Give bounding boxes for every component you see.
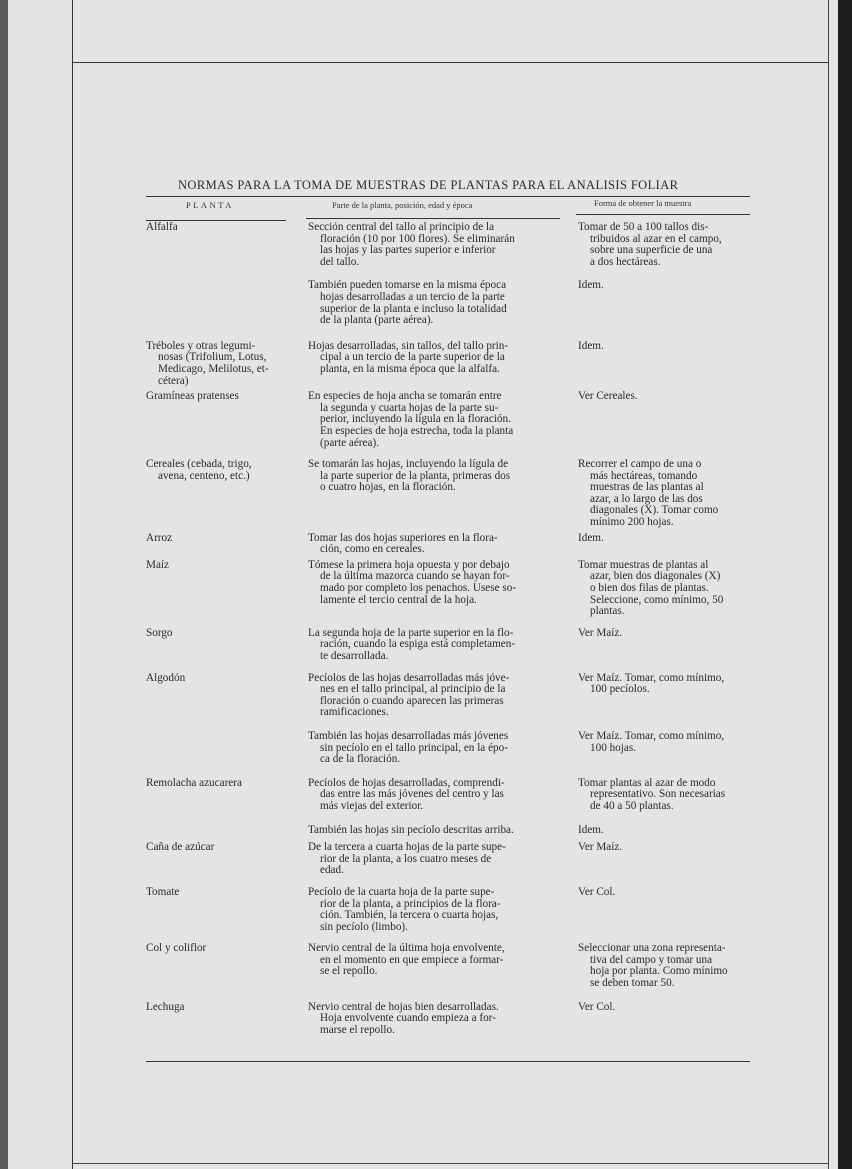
part-cell-line: Nervio central de hojas bien desarrolladas. — [308, 1000, 499, 1013]
form-cell — [571, 341, 758, 387]
form-cell-line: hoja por planta. Como mínimo — [590, 965, 728, 978]
form-cell-line: más hectáreas, tomando — [590, 469, 698, 482]
plant-cell-line: Caña de azúcar — [146, 841, 215, 854]
part-cell-line: En especies de hoja ancha se tomarán entre — [308, 390, 502, 403]
form-cell-line: Ver Maíz. Tomar, como mínimo, — [578, 729, 725, 742]
plant-cell — [146, 222, 306, 268]
part-cell — [306, 887, 571, 933]
form-cell-line: Ver Maíz. — [578, 626, 623, 639]
form-cell-line: Seleccionar una zona representa- — [578, 942, 726, 955]
part-cell-line: en el momento en que empiece a formar- — [320, 953, 504, 966]
form-cell-line: Recorrer el campo de una o — [578, 458, 702, 471]
plant-cell — [146, 943, 306, 989]
plant-cell — [146, 560, 306, 618]
plant-cell — [146, 778, 306, 813]
table-row — [146, 222, 756, 268]
form-cell — [571, 222, 758, 268]
form-cell-line: azar, bien dos diagonales (X) — [590, 570, 721, 583]
part-cell-line: de la última mazorca cuando se hayan for- — [320, 570, 510, 583]
form-cell — [571, 731, 758, 766]
part-cell-line: sin pecíolo en el tallo principal, en la épo- — [320, 741, 508, 754]
part-cell-line: o cuatro hojas, en la floración. — [320, 481, 456, 494]
table-row — [146, 842, 756, 877]
plant-cell — [146, 459, 306, 529]
form-cell-line: Idem. — [578, 279, 604, 292]
form-cell-line: Tomar de 50 a 100 tallos dis- — [578, 221, 709, 233]
plant-cell — [146, 391, 306, 449]
part-cell-line: También las hojas sin pecíolo descritas arriba. — [308, 823, 514, 836]
part-cell-line: nes en el tallo principal, al principio de la — [320, 683, 506, 696]
plant-cell-line: Lechuga — [146, 1000, 185, 1013]
part-cell-line: superior de la planta e incluso la totalidad — [320, 302, 507, 315]
form-cell — [571, 842, 758, 877]
table-row — [146, 825, 756, 837]
table-row — [146, 731, 756, 766]
part-cell-line: ración, cuando la espiga está completamen- — [320, 638, 516, 651]
plant-cell — [146, 1002, 306, 1037]
title-rule — [146, 196, 750, 197]
part-cell-line: hojas desarrolladas a un tercio de la parte — [320, 290, 505, 303]
form-cell-line: Ver Maíz. Tomar, como mínimo, — [578, 671, 725, 684]
form-cell-line: Seleccione, como mínimo, 50 — [590, 593, 724, 606]
plant-cell — [146, 280, 306, 326]
plant-cell-line: Gramíneas pratenses — [146, 390, 239, 403]
plant-cell-line: cétera) — [158, 374, 189, 387]
plant-cell — [146, 887, 306, 933]
part-cell-line: las hojas y las partes superior e inferior — [320, 244, 496, 257]
part-cell — [306, 943, 571, 989]
page-border-left — [72, 0, 73, 1169]
plant-cell-line: Col y coliflor — [146, 942, 207, 955]
form-cell-line: 100 pecíolos. — [590, 683, 650, 696]
part-cell-line: (parte aérea). — [320, 436, 379, 449]
part-cell-line: te desarrollada. — [320, 650, 389, 662]
form-cell-line: sobre una superficie de una — [590, 244, 713, 257]
table-row — [146, 887, 756, 933]
part-cell-line: del tallo. — [320, 255, 360, 268]
part-cell-line: ción. También, la tercera o cuarta hojas, — [320, 909, 499, 922]
table-row — [146, 280, 756, 326]
form-cell-line: Idem. — [578, 531, 604, 544]
part-cell-line: De la tercera a cuarta hojas de la parte supe- — [308, 841, 506, 854]
form-cell-line: muestras de las plantas al — [590, 481, 704, 494]
form-cell-line: mínimo 200 hojas. — [590, 516, 674, 529]
part-cell-line: rior de la planta, a principios de la flora- — [320, 897, 501, 910]
part-cell-line: mado por completo los penachos. Usese so- — [320, 582, 517, 595]
part-cell-line: perior, incluyendo la lígula en la floración. — [320, 413, 511, 426]
form-cell — [571, 391, 758, 449]
part-cell-line: Nervio central de la última hoja envolvente, — [308, 942, 505, 955]
scan-edge-right — [838, 0, 852, 1169]
plant-cell-line: avena, centeno, etc.) — [158, 469, 250, 482]
part-cell — [306, 280, 571, 326]
plant-cell-line: Sorgo — [146, 626, 173, 639]
form-cell — [571, 825, 758, 837]
part-cell — [306, 459, 571, 529]
part-cell — [306, 533, 571, 556]
form-cell-line: diagonales (X). Tomar como — [590, 504, 719, 517]
part-cell-line: de la planta (parte aérea). — [320, 314, 434, 327]
form-cell — [571, 628, 758, 663]
form-cell-line: Ver Col. — [578, 885, 616, 898]
table-row — [146, 1002, 756, 1037]
part-cell-line: Pecíolos de las hojas desarrolladas más jóve- — [308, 671, 510, 684]
part-cell-line: edad. — [320, 864, 344, 877]
table-row — [146, 341, 756, 387]
form-cell-line: Tomar muestras de plantas al — [578, 558, 709, 571]
part-cell-line: También las hojas desarrolladas más jóvenes — [308, 729, 509, 742]
form-cell-line: Ver Cereales. — [578, 390, 638, 403]
part-cell — [306, 842, 571, 877]
part-cell-line: Pecíolos de hojas desarrolladas, comprendi- — [308, 776, 505, 789]
table-row — [146, 628, 756, 663]
part-cell-line: También pueden tomarse en la misma época — [308, 279, 507, 292]
plant-cell-line: Maíz — [146, 558, 169, 571]
table-row — [146, 459, 756, 529]
form-cell-line: representativo. Son necesarias — [590, 788, 726, 801]
plant-cell — [146, 628, 306, 663]
form-cell-line: se deben tomar 50. — [590, 977, 675, 990]
form-cell-line: Idem. — [578, 339, 604, 352]
form-cell — [571, 887, 758, 933]
form-cell-line: Idem. — [578, 823, 604, 836]
plant-cell-line: Alfalfa — [146, 221, 178, 233]
part-cell — [306, 731, 571, 766]
plant-cell-line: Tomate — [146, 885, 180, 898]
part-cell-line: ramificaciones. — [320, 706, 389, 719]
page-border-top — [72, 62, 828, 63]
part-cell — [306, 391, 571, 449]
part-cell-line: Hoja envolvente cuando empieza a for- — [320, 1012, 496, 1025]
column-header-plant: PLANTA — [186, 200, 234, 210]
part-cell-line: Tomar las dos hojas superiores en la flora- — [308, 531, 498, 544]
part-cell — [306, 825, 571, 837]
form-cell — [571, 459, 758, 529]
part-cell — [306, 341, 571, 387]
table-row — [146, 943, 756, 989]
part-cell-line: sin pecíolo (limbo). — [320, 920, 408, 933]
plant-cell — [146, 825, 306, 837]
part-cell-line: se el repollo. — [320, 965, 378, 978]
form-cell — [571, 778, 758, 813]
form-cell — [571, 560, 758, 618]
part-cell — [306, 222, 571, 268]
document-title: NORMAS PARA LA TOMA DE MUESTRAS DE PLANTAS PARA EL ANALISIS FOLIAR — [178, 178, 679, 192]
column-header-form: Forma de obtener la muestra — [594, 198, 692, 208]
form-cell — [571, 673, 758, 719]
header-rule-part — [306, 218, 560, 219]
table-row — [146, 673, 756, 719]
part-cell-line: Tómese la primera hoja opuesta y por debajo — [308, 558, 510, 571]
table-bottom-rule — [146, 1061, 750, 1062]
part-cell-line: En especies de hoja estrecha, toda la planta — [320, 424, 514, 437]
part-cell-line: Hojas desarrolladas, sin tallos, del tallo prin- — [308, 339, 509, 352]
part-cell — [306, 628, 571, 663]
part-cell-line: la parte superior de la planta, primeras dos — [320, 469, 511, 482]
part-cell — [306, 560, 571, 618]
plant-cell-line: Medicago, Melilotus, et- — [158, 362, 269, 375]
part-cell-line: Se tomarán las hojas, incluyendo la lígula de — [308, 458, 509, 471]
plant-cell-line: Remolacha azucarera — [146, 776, 242, 789]
sampling-table — [146, 222, 756, 1036]
part-cell-line: rior de la planta, a los cuatro meses de — [320, 852, 492, 865]
form-cell-line: plantas. — [590, 605, 625, 618]
plant-cell — [146, 533, 306, 556]
table-row — [146, 391, 756, 449]
plant-cell — [146, 673, 306, 719]
part-cell-line: planta, en la misma época que la alfalfa. — [320, 362, 500, 375]
form-cell — [571, 280, 758, 326]
form-cell-line: Ver Col. — [578, 1000, 616, 1013]
part-cell-line: floración (10 por 100 flores). Se eliminarán — [320, 232, 515, 245]
part-cell — [306, 1002, 571, 1037]
part-cell-line: ción, como en cereales. — [320, 543, 425, 556]
plant-cell — [146, 731, 306, 766]
plant-cell-line: Tréboles y otras legumi- — [146, 339, 256, 352]
table-row — [146, 560, 756, 618]
plant-cell-line: Algodón — [146, 671, 186, 684]
page-border-bottom — [72, 1163, 828, 1164]
form-cell-line: azar, a lo largo de las dos — [590, 492, 703, 505]
part-cell-line: marse el repollo. — [320, 1023, 395, 1036]
form-cell-line: 100 hojas. — [590, 741, 636, 754]
form-cell-line: a dos hectáreas. — [590, 255, 661, 268]
plant-cell — [146, 842, 306, 877]
part-cell-line: Pecíolo de la cuarta hoja de la parte supe- — [308, 885, 495, 898]
part-cell-line: Sección central del tallo al principio de la — [308, 221, 495, 233]
form-cell-line: Ver Maíz. — [578, 841, 623, 854]
table-row — [146, 533, 756, 556]
scan-edge-left — [0, 0, 8, 1169]
plant-cell-line: Cereales (cebada, trigo, — [146, 458, 252, 471]
plant-cell-line: nosas (Trifolium, Lotus, — [158, 351, 267, 364]
form-cell — [571, 533, 758, 556]
part-cell-line: floración o cuando aparecen las primeras — [320, 694, 504, 707]
table-row — [146, 778, 756, 813]
form-cell-line: tiva del campo y tomar una — [590, 953, 713, 966]
plant-cell-line: Arroz — [146, 531, 173, 544]
part-cell-line: ca de la floración. — [320, 753, 401, 766]
part-cell-line: la segunda y cuarta hojas de la parte su- — [320, 401, 499, 414]
page-border-right — [828, 0, 829, 1169]
form-cell-line: Tomar plantas al azar de modo — [578, 776, 716, 789]
form-cell-line: de 40 a 50 plantas. — [590, 799, 674, 812]
form-cell-line: o bien dos filas de plantas. — [590, 582, 709, 595]
part-cell-line: cipal a un tercio de la parte superior de la — [320, 351, 505, 364]
part-cell-line: más viejas del exterior. — [320, 799, 424, 812]
form-cell-line: tribuidos al azar en el campo, — [590, 232, 722, 245]
part-cell — [306, 778, 571, 813]
part-cell-line: La segunda hoja de la parte superior en la flo- — [308, 626, 514, 639]
header-rule-form — [576, 214, 750, 215]
form-cell — [571, 1002, 758, 1037]
part-cell-line: das entre las más jóvenes del centro y las — [320, 788, 504, 801]
form-cell — [571, 943, 758, 989]
part-cell — [306, 673, 571, 719]
column-header-part: Parte de la planta, posición, edad y época — [332, 200, 473, 210]
part-cell-line: lamente el tercio central de la hoja. — [320, 593, 477, 606]
plant-cell — [146, 341, 306, 387]
